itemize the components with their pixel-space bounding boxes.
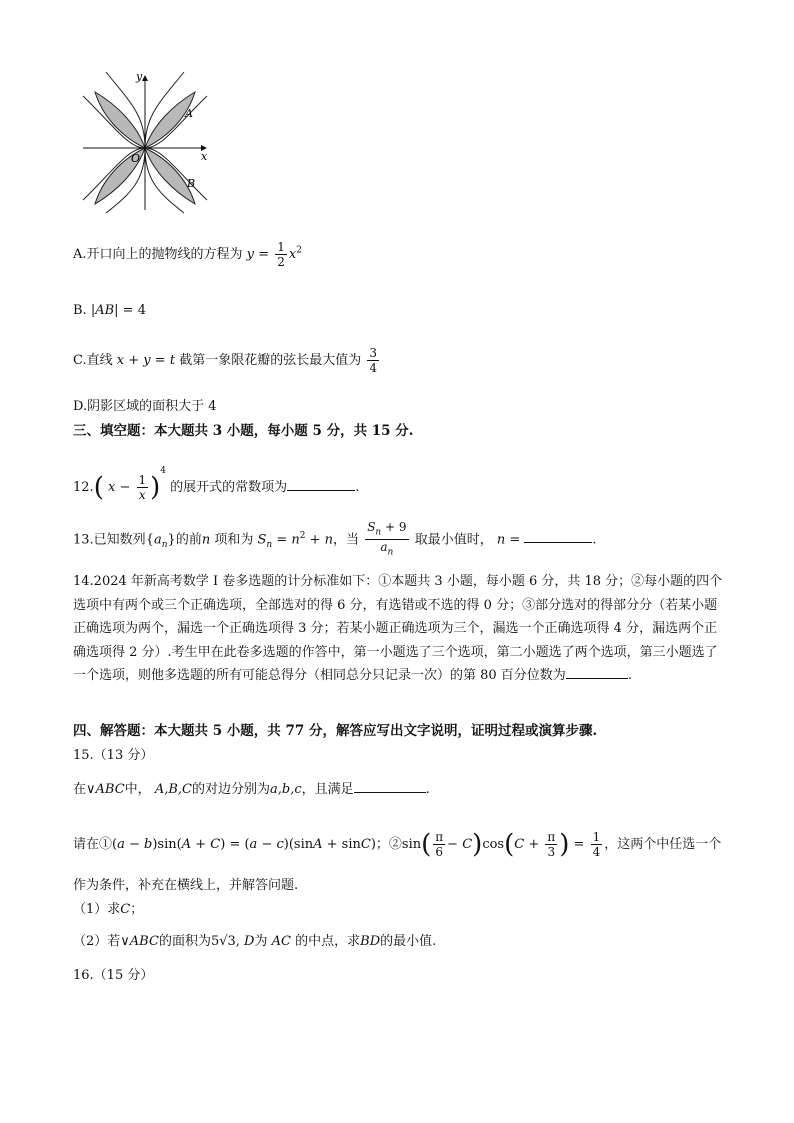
petal-q2 [95,92,145,148]
question-15-line1: 在∨ABC中， A,B,C的对边分别为a,b,c，且满足 . [73,779,430,799]
question-15-line2: 请在①(a − b)sin(A + C) = (a − c)(sinA + sinC)；②sin( $\frac{\pi}{6}$ − C)cos(C + $\frac{\pi}{3}$ ) = $\frac{1}{4}$ ，这两个中任选一个 [73,829,722,860]
question-16-header: 16.（15 分） [73,968,154,983]
question-13: 13.已知数列$\{a_n\}$的前n 项和为 $S_n = n^2 + n$，当 $\frac{S_n + 9}{a_n}$ 取最小值时， n = . [73,520,597,558]
question-12: 12.( x − $\frac{1}{x}$ )$^4$ 的展开式的常数项为 . [73,466,360,503]
petal-q4 [145,148,195,204]
flower-figure [78,70,218,215]
option-a: A.开口向上的抛物线的方程为 y = $\frac{1}{2}$ $x^2$ [73,240,302,269]
question-15-header: 15.（13 分） [73,748,154,763]
option-d: D.阴影区域的面积大于 4 [73,399,217,414]
x-axis-label: x [201,150,208,163]
question-14: 14.2024 年新高考数学 I 卷多选题的计分标准如下：①本题共 3 小题，每小题 6 分，共 18 分；②每小题的四个选项中有两个或三个正确选项，全部选对的得 6 分，有选错或不选的得 0 分；③部分选对的得部分分（若某小题正确选项为两个，漏选一个正确选项得 3 分；若某小题正确选项为三个，漏选一个正确选项得 4 分，漏选两个正确选项得 2 分）.考生甲在此卷多选题的作答中，第一小题选了三个选项，第二小题选了两个选项，第三小题选了一个选项，则他多选题的所有可能总得分（相同总分只记录一次）的第 80 百分位数为 . [73,574,723,683]
y-axis-label: y [136,70,143,83]
answer-blank-15[interactable] [354,779,426,793]
option-c: C.直线 x + y = t 截第一象限花瓣的弦长最大值为 $\frac{3}{4}$ [73,346,377,375]
section-4-heading: 四、解答题：本大题共 5 小题，共 77 分，解答应写出文字说明，证明过程或演算步骤. [73,723,598,739]
answer-blank-12[interactable] [287,477,355,491]
answer-blank-14[interactable] [566,665,628,679]
point-b-label: B [187,177,196,190]
question-15-part2: （2）若∨ABC的面积为5√3, D为 AC 的中点，求BD的最小值. [73,934,437,949]
petal-q1 [145,92,195,148]
origin-label: O [131,152,141,165]
answer-blank-13[interactable] [524,529,592,543]
option-b: B. |AB| = 4 [73,303,146,318]
question-15-line3: 作为条件，补充在横线上，并解答问题. [73,878,299,893]
point-a-label: A [185,107,193,120]
section-3-heading: 三、填空题：本大题共 3 小题，每小题 5 分，共 15 分. [73,423,414,439]
question-15-part1: （1）求C； [73,902,144,917]
